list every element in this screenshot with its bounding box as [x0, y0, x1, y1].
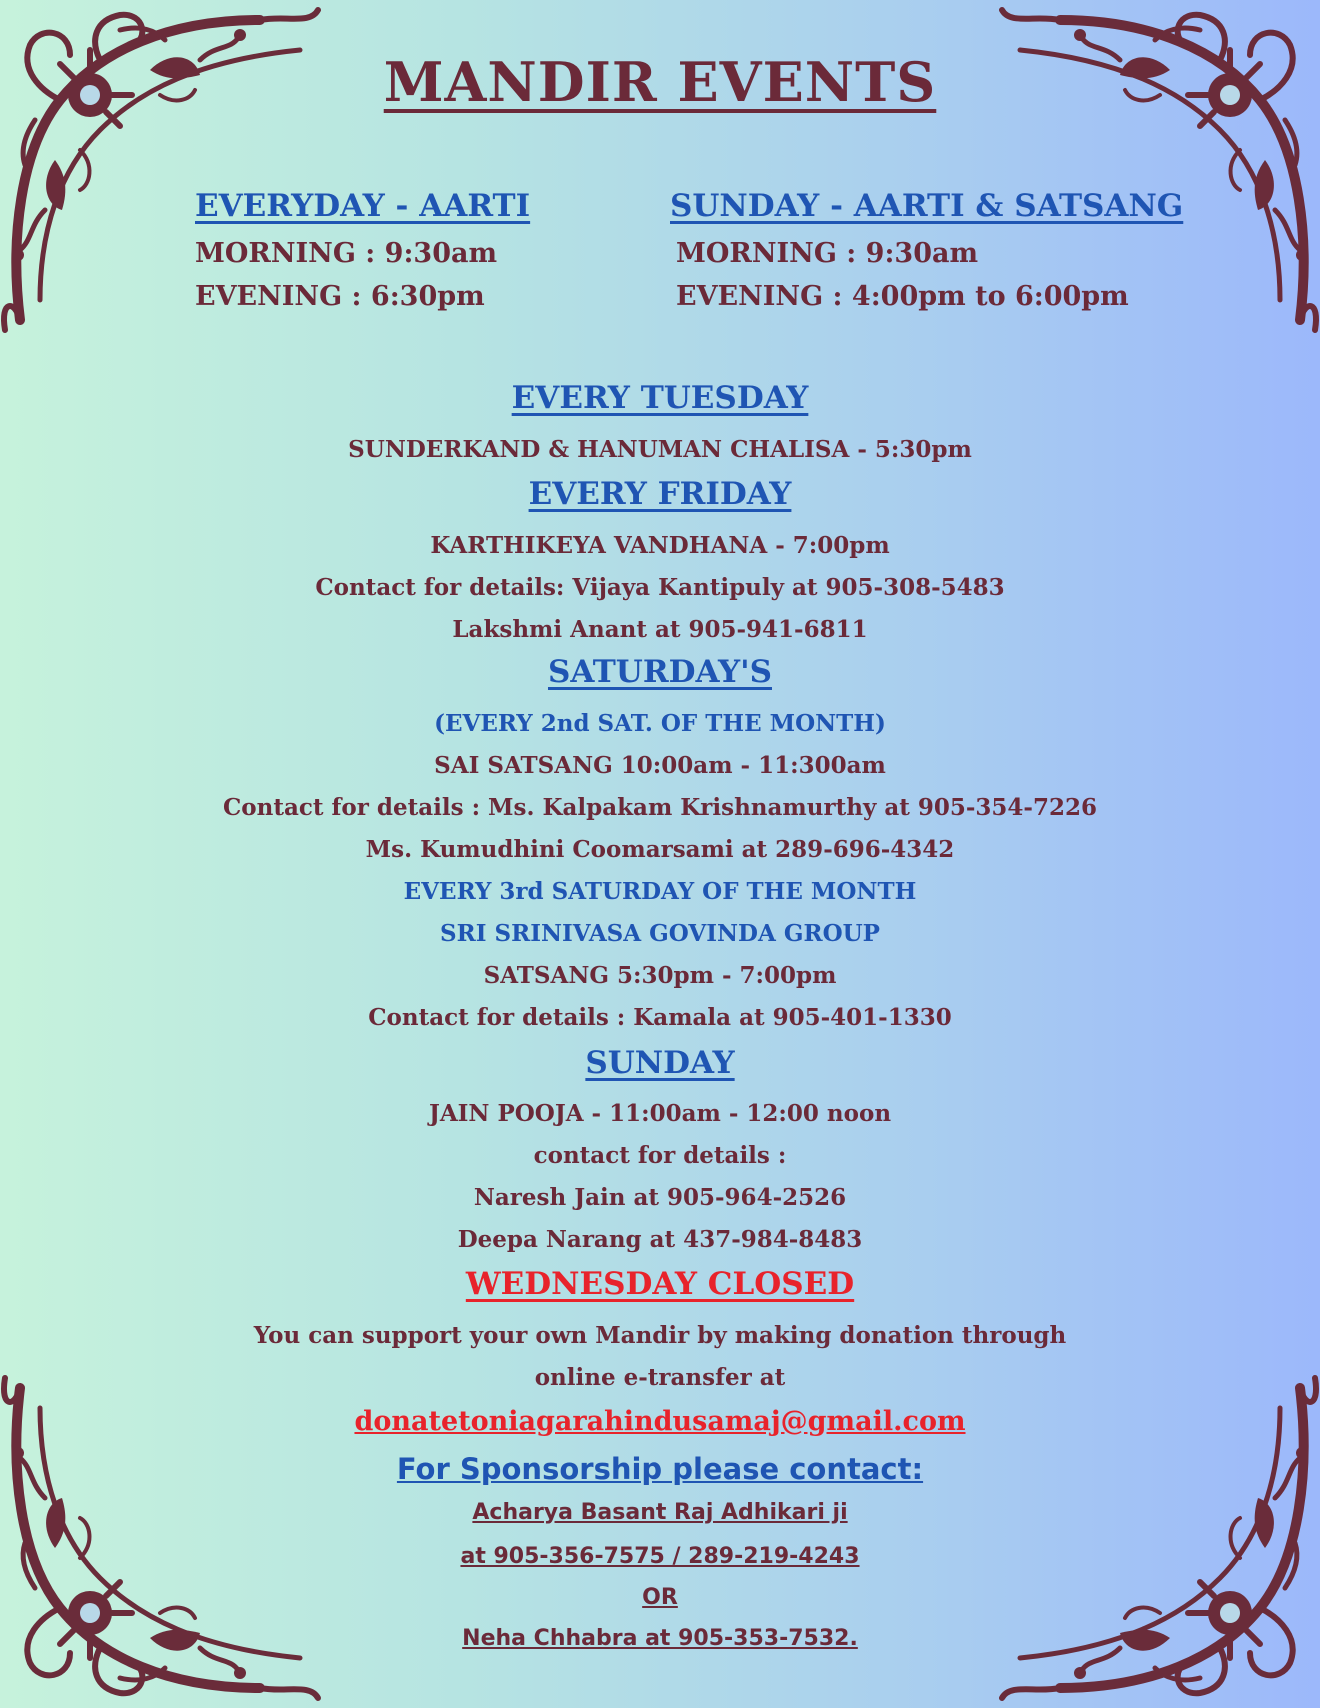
sunday-heading: SUNDAY — [585, 1045, 735, 1081]
everyday-aarti-section — [195, 188, 530, 312]
sunday-line-1: JAIN POOJA - 11:00am - 12:00 noon — [428, 1100, 892, 1127]
saturday-line-5: EVERY 3rd SATURDAY OF THE MONTH — [403, 878, 917, 905]
tuesday-line: SUNDERKAND & HANUMAN CHALISA - 5:30pm — [348, 436, 972, 463]
sunday-top-evening: EVENING : 4:00pm to 6:00pm — [676, 281, 1129, 312]
page-title: MANDIR EVENTS — [383, 50, 937, 114]
saturday-line-3: Contact for details : Ms. Kalpakam Krishnamurthy at 905-354-7226 — [223, 794, 1097, 821]
friday-heading: EVERY FRIDAY — [528, 476, 792, 512]
sponsorship-heading: For Sponsorship please contact: — [396, 1452, 924, 1486]
sunday-top-morning: MORNING : 9:30am — [676, 238, 979, 269]
saturday-heading: SATURDAY'S — [547, 654, 772, 690]
saturday-line-8: Contact for details : Kamala at 905-401-1330 — [368, 1004, 952, 1031]
everyday-evening: EVENING : 6:30pm — [195, 281, 485, 312]
wednesday-closed-heading: WEDNESDAY CLOSED — [465, 1266, 855, 1302]
sponsorship-or: OR — [642, 1585, 678, 1610]
everyday-morning: MORNING : 9:30am — [195, 238, 498, 269]
friday-line-3: Lakshmi Anant at 905-941-6811 — [452, 616, 868, 643]
saturday-line-6: SRI SRINIVASA GOVINDA GROUP — [440, 920, 880, 947]
everyday-heading: EVERYDAY - AARTI — [195, 188, 531, 224]
sponsorship-line-2: at 905-356-7575 / 289-219-4243 — [460, 1544, 860, 1569]
sponsorship-line-3: Neha Chhabra at 905-353-7532. — [462, 1626, 858, 1651]
tuesday-heading: EVERY TUESDAY — [511, 380, 809, 416]
saturday-line-4: Ms. Kumudhini Coomarsami at 289-696-4342 — [365, 836, 955, 863]
donation-email-link[interactable]: donatetoniagarahindusamaj@gmail.com — [354, 1406, 966, 1437]
friday-line-1: KARTHIKEYA VANDHANA - 7:00pm — [430, 532, 890, 559]
friday-line-2: Contact for details: Vijaya Kantipuly at 905-308-5483 — [315, 574, 1005, 601]
sunday-line-3: Naresh Jain at 905-964-2526 — [473, 1184, 847, 1211]
donation-line-1: You can support your own Mandir by making donation through — [253, 1322, 1067, 1349]
donation-line-2: online e-transfer at — [534, 1364, 786, 1391]
sunday-aarti-section — [670, 188, 1183, 312]
saturday-line-2: SAI SATSANG 10:00am - 11:300am — [434, 752, 886, 779]
sunday-line-4: Deepa Narang at 437-984-8483 — [457, 1226, 863, 1253]
saturday-line-7: SATSANG 5:30pm - 7:00pm — [483, 962, 837, 989]
sunday-line-2: contact for details : — [533, 1142, 787, 1169]
sponsorship-line-1: Acharya Basant Raj Adhikari ji — [472, 1500, 848, 1525]
sunday-top-heading: SUNDAY - AARTI & SATSANG — [670, 188, 1184, 224]
saturday-line-1: (EVERY 2nd SAT. OF THE MONTH) — [434, 710, 886, 737]
